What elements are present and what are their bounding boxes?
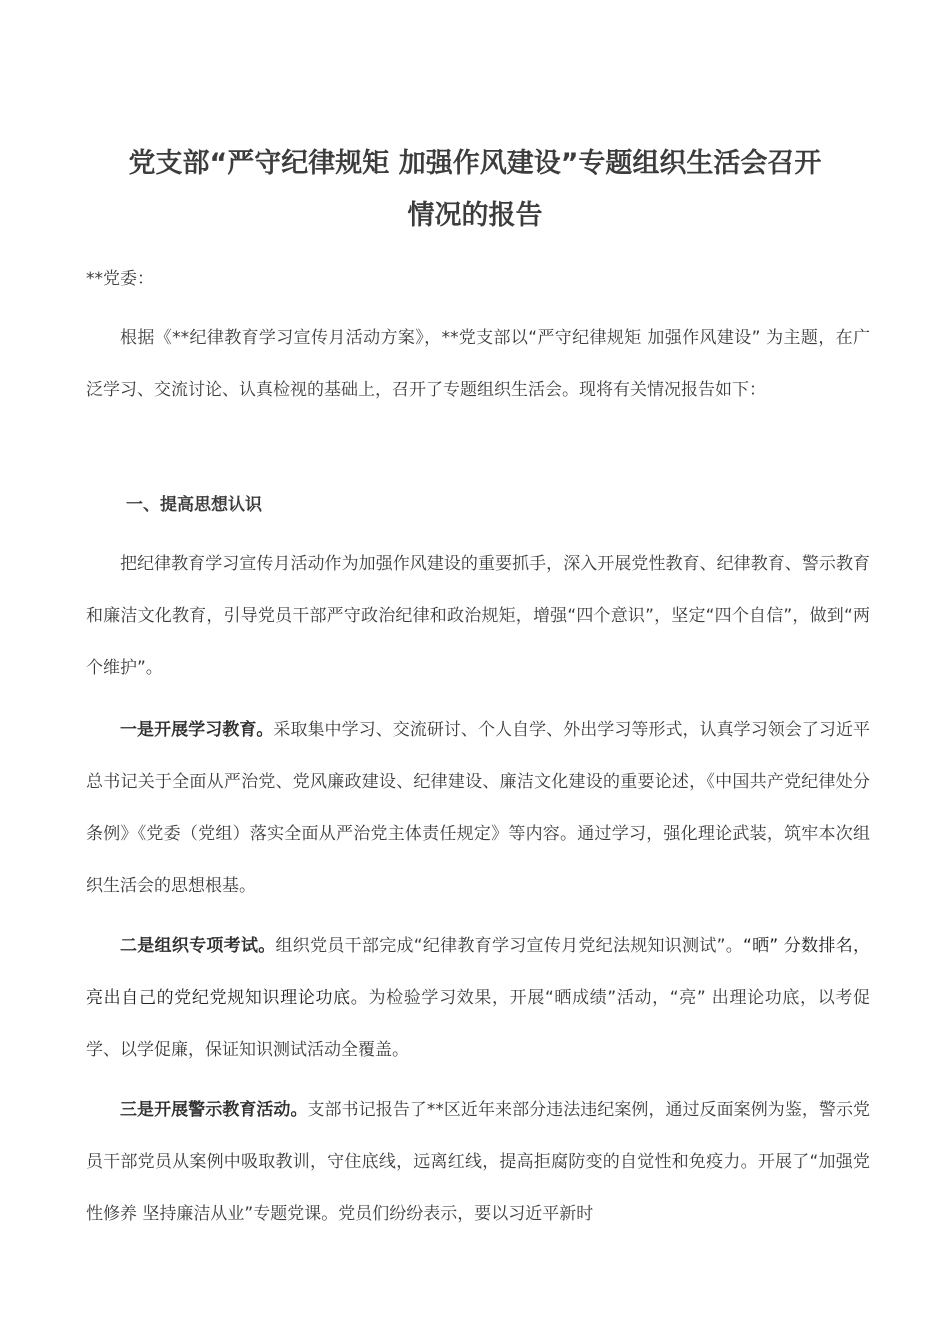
item2-body3: 为检验学习效果，开展“晒成绩”活动，“亮” 出理论功底，以考促学、以学促廉，保证知识测试活动全覆盖。 [86, 988, 871, 1060]
intro-paragraph: 根据《**纪律教育学习宣传月活动方案》，**党支部以“严守纪律规矩 加强作风建设” 为主题，在广泛学习、交流讨论、认真检视的基础上，召开了专题组织生活会。现将有关情况报告如下： [86, 328, 870, 400]
item3-lead: 三是开展警示教育活动。 [120, 1100, 308, 1120]
item2-lead: 二是组织专项考试。 [120, 936, 276, 956]
item1-lead: 一是开展学习教育。 [120, 720, 274, 740]
section1-paragraph: 把纪律教育学习宣传月活动作为加强作风建设的重要抓手，深入开展党性教育、纪律教育、警示教育和廉洁文化教育，引导党员干部严守政治纪律和政治规矩，增强“四个意识”，坚定“四个自信”，做到“两个维护”。 [86, 554, 870, 678]
item1-body: 采取集中学习、交流研讨、个人自学、外出学习等形式，认真学习领会了习近平总书记关于全面从严治党、党风廉政建设、纪律建设、廉洁文化建设的重要论述，《中国共产党纪律处分条例》《党委（党组）落实全面从严治党主体责任规定》等内容。通过学习，强化理论武装，筑牢本次组织生活会的思想根基。 [86, 720, 871, 896]
salutation: **党委： [86, 269, 154, 289]
item2-body2: “晒” 分数排名，亮出自己的党纪党规知识理论功底。 [86, 936, 870, 1008]
document-title-line2: 情况的报告 [407, 200, 543, 231]
document-title-line1: 党支部“严守纪律规矩 加强作风建设”专题组织生活会召开 [128, 148, 822, 179]
item3-paragraph [86, 1084, 870, 1240]
item1-paragraph [86, 704, 870, 912]
item2-body1: 组织党员干部完成“纪律教育学习宣传月党纪法规知识测试”。 [275, 936, 743, 956]
section1-heading: 一、提高思想认识 [126, 495, 262, 515]
item2-paragraph [86, 920, 870, 1076]
item3-body: 支部书记报告了**区近年来部分违法违纪案例，通过反面案例为鉴，警示党员干部党员从案例中吸取教训，守住底线，远离红线，提高拒腐防变的自觉性和免疫力。开展了“加强党性修养 坚持廉洁从业”专题党课。党员们纷纷表示，要以习近平新时 [86, 1100, 871, 1224]
